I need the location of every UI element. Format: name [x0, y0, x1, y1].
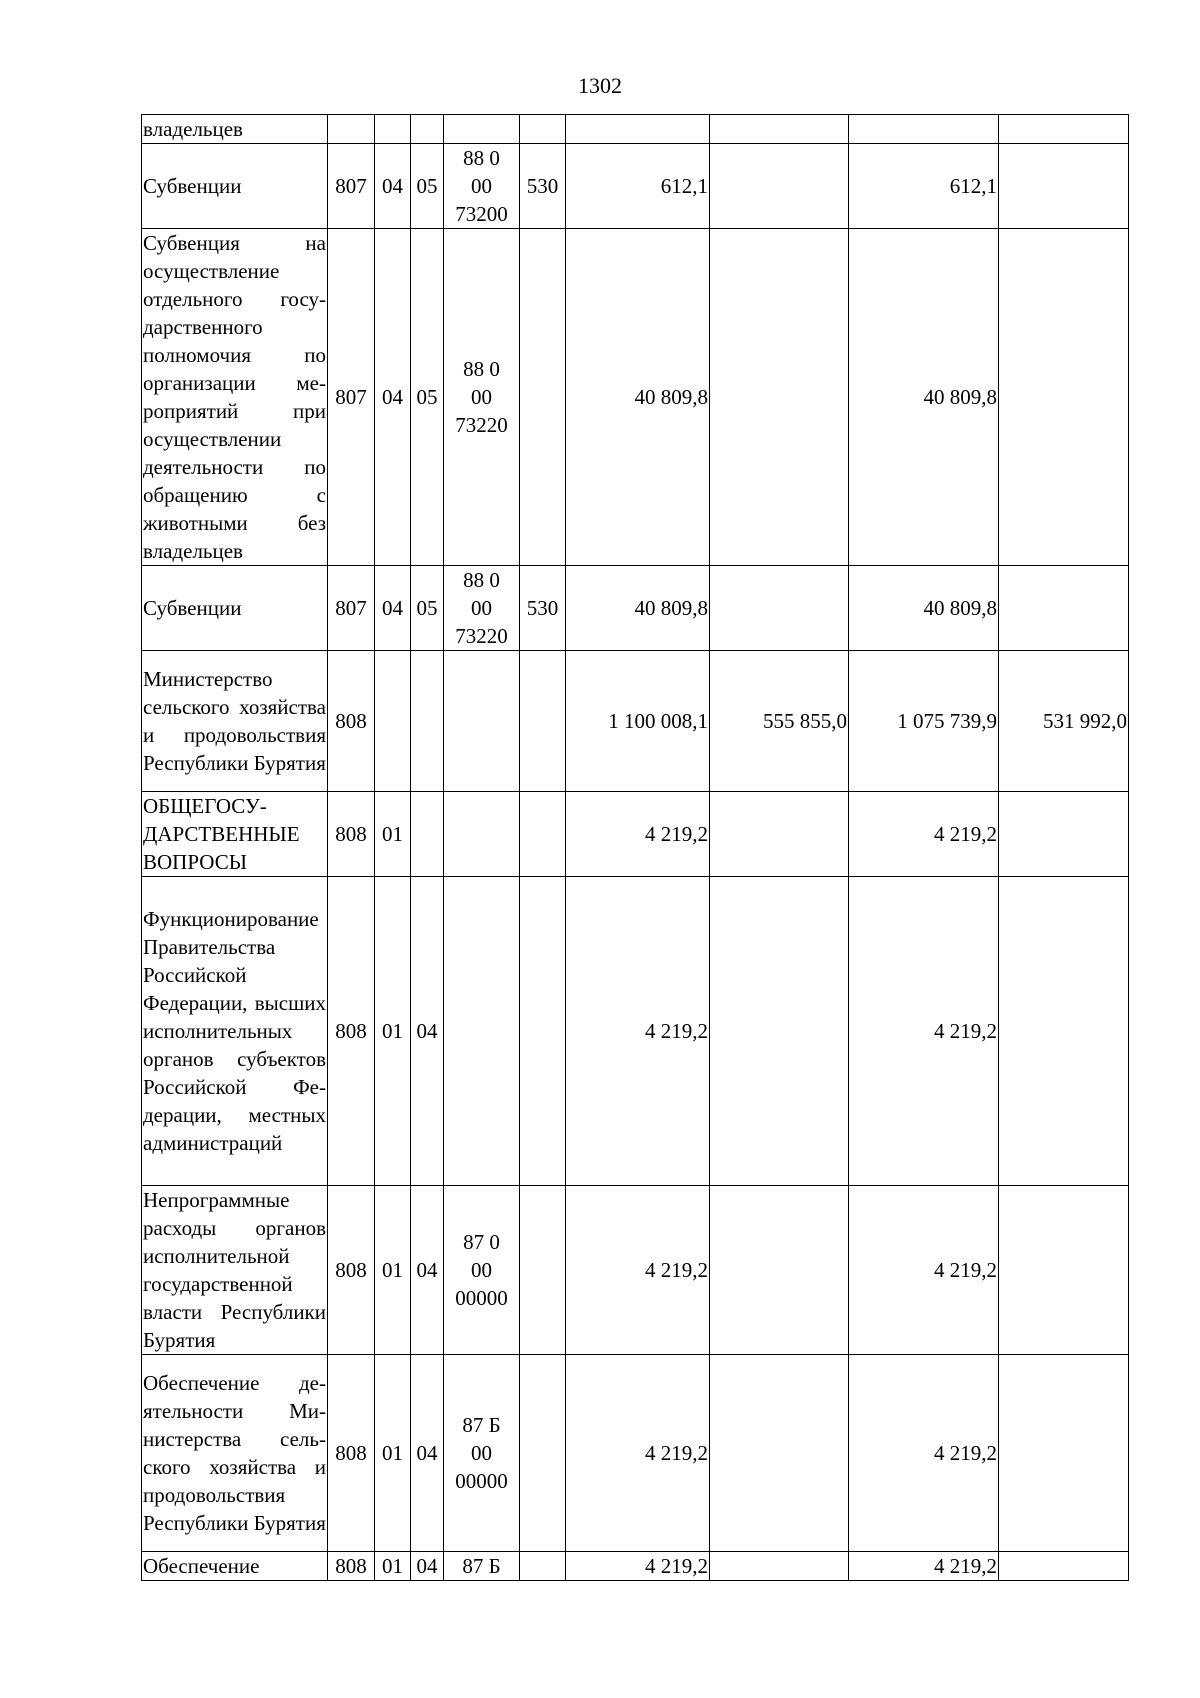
table-row [142, 792, 1129, 877]
cell-amount-total: 4 219,2 [566, 1355, 710, 1552]
target-article-code-part: 00 [471, 174, 492, 198]
cell-target-article-code [444, 566, 520, 651]
cell-amount-total: 612,1 [566, 144, 710, 229]
cell-amount-federal-next [999, 229, 1129, 566]
cell-amount-next: 4 219,2 [849, 792, 999, 877]
cell-amount-next: 4 219,2 [849, 877, 999, 1186]
table-row [142, 877, 1129, 1186]
cell-subsection-code: 05 [411, 144, 444, 229]
cell-expense-type-code [520, 115, 566, 144]
cell-amount-federal [710, 1552, 849, 1581]
cell-section-code: 01 [375, 1186, 411, 1355]
cell-expense-type-code [520, 1552, 566, 1581]
target-article-code-part: 00000 [455, 1469, 508, 1493]
target-article-code-part: 73220 [455, 624, 508, 648]
cell-ministry-code: 807 [328, 566, 375, 651]
cell-amount-federal-next [999, 1355, 1129, 1552]
cell-item-name: Субвенции [142, 144, 328, 229]
table-row [142, 566, 1129, 651]
cell-item-name: Министерство сельского хозяйства и продовольствия Республики Бурятия [142, 651, 328, 792]
cell-target-article-code [444, 229, 520, 566]
target-article-code-part: 87 Б [462, 1413, 501, 1437]
cell-subsection-code: 04 [411, 1552, 444, 1581]
cell-section-code: 04 [375, 566, 411, 651]
target-article-code-part: 88 0 [463, 146, 500, 170]
cell-amount-federal-next [999, 115, 1129, 144]
cell-amount-total: 4 219,2 [566, 877, 710, 1186]
cell-amount-federal-next [999, 566, 1129, 651]
cell-section-code [375, 115, 411, 144]
cell-amount-federal [710, 566, 849, 651]
cell-item-name: Непрограммные расходы органов исполнительной государственной власти Республики Бурятия [142, 1186, 328, 1355]
cell-expense-type-code: 530 [520, 144, 566, 229]
cell-subsection-code: 04 [411, 1355, 444, 1552]
cell-amount-total: 4 219,2 [566, 1186, 710, 1355]
cell-subsection-code [411, 651, 444, 792]
cell-target-article-code [444, 115, 520, 144]
cell-section-code: 01 [375, 1552, 411, 1581]
cell-expense-type-code [520, 1355, 566, 1552]
cell-amount-total [566, 115, 710, 144]
table-row [142, 1355, 1129, 1552]
cell-amount-next: 40 809,8 [849, 229, 999, 566]
cell-amount-next: 40 809,8 [849, 566, 999, 651]
target-article-code-part: 88 0 [463, 568, 500, 592]
target-article-code-part: 87 0 [463, 1230, 500, 1254]
cell-ministry-code [328, 115, 375, 144]
cell-amount-federal: 555 855,0 [710, 651, 849, 792]
cell-expense-type-code [520, 877, 566, 1186]
cell-ministry-code: 808 [328, 1355, 375, 1552]
table-row [142, 144, 1129, 229]
cell-section-code: 01 [375, 877, 411, 1186]
cell-expense-type-code [520, 792, 566, 877]
table-row [142, 1552, 1129, 1581]
cell-amount-next: 612,1 [849, 144, 999, 229]
cell-subsection-code [411, 792, 444, 877]
cell-expense-type-code [520, 229, 566, 566]
cell-subsection-code [411, 115, 444, 144]
cell-amount-next [849, 115, 999, 144]
cell-amount-federal-next [999, 877, 1129, 1186]
table-row [142, 115, 1129, 144]
cell-target-article-code [444, 792, 520, 877]
cell-section-code: 04 [375, 229, 411, 566]
cell-amount-federal [710, 115, 849, 144]
cell-amount-total: 40 809,8 [566, 229, 710, 566]
cell-expense-type-code: 530 [520, 566, 566, 651]
cell-item-name: Обеспечение [142, 1552, 328, 1581]
cell-amount-total: 4 219,2 [566, 792, 710, 877]
cell-section-code: 01 [375, 1355, 411, 1552]
cell-amount-federal-next: 531 992,0 [999, 651, 1129, 792]
cell-ministry-code: 808 [328, 1186, 375, 1355]
cell-amount-federal-next [999, 1186, 1129, 1355]
target-article-code-part: 00 [471, 385, 492, 409]
budget-table [141, 114, 1129, 1581]
cell-amount-total: 1 100 008,1 [566, 651, 710, 792]
cell-section-code: 01 [375, 792, 411, 877]
cell-subsection-code: 05 [411, 566, 444, 651]
cell-amount-next: 1 075 739,9 [849, 651, 999, 792]
cell-amount-federal-next [999, 144, 1129, 229]
cell-amount-next: 4 219,2 [849, 1355, 999, 1552]
cell-item-name: Субвенция на осуществление отдельного государственного полномочия по организации мероприятий при осуществлении деятельности по обращению с животными без владельцев [142, 229, 328, 566]
cell-amount-federal [710, 1186, 849, 1355]
cell-target-article-code [444, 651, 520, 792]
target-article-code-part: 00 [471, 1441, 492, 1465]
target-article-code-part: 87 Б [462, 1554, 501, 1578]
cell-expense-type-code [520, 1186, 566, 1355]
cell-target-article-code [444, 144, 520, 229]
page-number: 1302 [578, 73, 622, 98]
cell-amount-next: 4 219,2 [849, 1186, 999, 1355]
table-body [142, 115, 1129, 1581]
table-row [142, 651, 1129, 792]
cell-target-article-code [444, 877, 520, 1186]
cell-ministry-code: 808 [328, 877, 375, 1186]
cell-amount-federal-next [999, 792, 1129, 877]
target-article-code-part: 73220 [455, 413, 508, 437]
cell-amount-federal [710, 1355, 849, 1552]
cell-amount-federal [710, 229, 849, 566]
table-row [142, 1186, 1129, 1355]
cell-item-name: ОБЩЕГОСУДАРСТВЕННЫЕ ВОПРОСЫ [142, 792, 328, 877]
target-article-code-part: 73200 [455, 202, 508, 226]
cell-ministry-code: 808 [328, 651, 375, 792]
cell-ministry-code: 807 [328, 229, 375, 566]
target-article-code-part: 88 0 [463, 357, 500, 381]
cell-target-article-code [444, 1186, 520, 1355]
target-article-code-part: 00 [471, 1258, 492, 1282]
cell-amount-federal [710, 792, 849, 877]
cell-item-name: Субвенции [142, 566, 328, 651]
cell-target-article-code [444, 1355, 520, 1552]
cell-amount-federal [710, 877, 849, 1186]
cell-subsection-code: 04 [411, 1186, 444, 1355]
cell-ministry-code: 808 [328, 1552, 375, 1581]
cell-subsection-code: 04 [411, 877, 444, 1186]
cell-amount-federal-next [999, 1552, 1129, 1581]
cell-ministry-code: 808 [328, 792, 375, 877]
cell-amount-next: 4 219,2 [849, 1552, 999, 1581]
cell-item-name: Обеспечение деятельности Министерства сельского хозяйства и продовольствия Республики Бурятия [142, 1355, 328, 1552]
cell-item-name: владельцев [142, 115, 328, 144]
target-article-code-part: 00000 [455, 1286, 508, 1310]
cell-ministry-code: 807 [328, 144, 375, 229]
cell-section-code: 04 [375, 144, 411, 229]
table-row [142, 229, 1129, 566]
cell-amount-total: 4 219,2 [566, 1552, 710, 1581]
cell-section-code [375, 651, 411, 792]
cell-target-article-code [444, 1552, 520, 1581]
cell-item-name: Функционирование Правительства Российской Федерации, высших исполнительных органов субъектов Российской Федерации, местных администраций [142, 877, 328, 1186]
cell-amount-federal [710, 144, 849, 229]
target-article-code-part: 00 [471, 596, 492, 620]
cell-expense-type-code [520, 651, 566, 792]
cell-subsection-code: 05 [411, 229, 444, 566]
cell-amount-total: 40 809,8 [566, 566, 710, 651]
